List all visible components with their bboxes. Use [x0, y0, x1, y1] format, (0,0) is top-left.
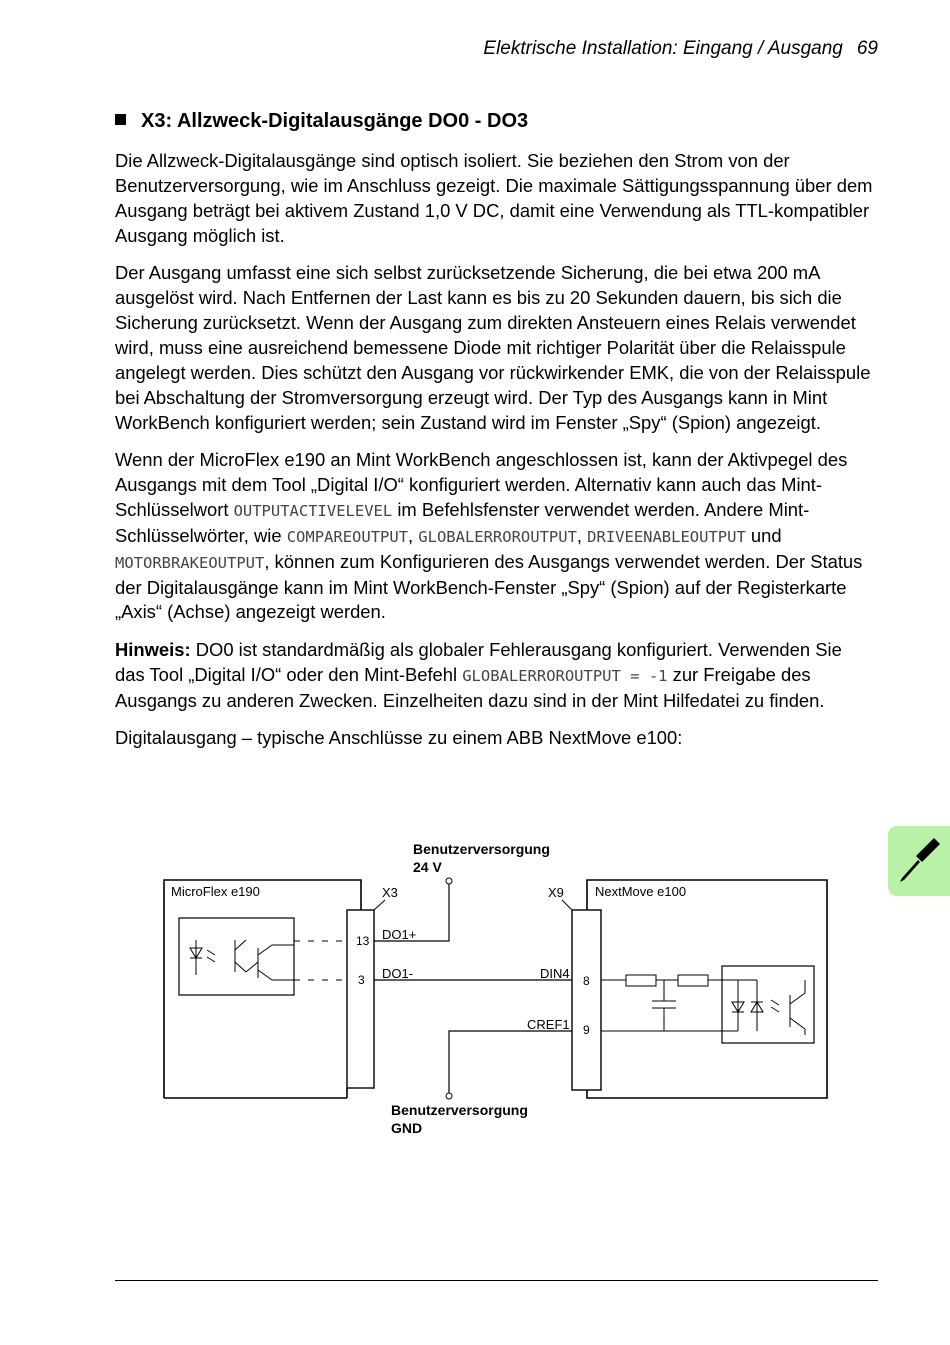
- microflex-box: [164, 880, 361, 1098]
- text-run: ,: [576, 524, 588, 546]
- nextmove-box: [587, 880, 827, 1098]
- square-bullet-icon: [115, 114, 126, 125]
- text-run: im Befehlsfenster verwendet werden. Andere Mint-Schlüsselwörter, wie: [115, 498, 810, 546]
- supply-24v-label-1: Benutzerversorgung: [413, 841, 550, 857]
- pin-9-label: 9: [583, 1023, 590, 1037]
- page-number: 69: [856, 38, 878, 59]
- x3-label: X3: [382, 885, 398, 900]
- paragraph-note: [115, 638, 875, 714]
- supply-24v-terminal: [446, 878, 452, 884]
- input-filter-circuit: [601, 975, 738, 1031]
- x9-terminal-block: [572, 910, 601, 1090]
- signal-cref1: CREF1: [527, 1017, 570, 1032]
- section-heading: [115, 110, 528, 133]
- wiring-diagram: [150, 835, 830, 1150]
- supply-gnd-label-1: Benutzerversorgung: [391, 1102, 528, 1118]
- nextmove-label: NextMove e100: [595, 884, 687, 899]
- signal-do1-minus: DO1-: [382, 966, 414, 981]
- supply-gnd-label-2: GND: [391, 1120, 423, 1136]
- keyword-globalerroroutput-command: GLOBALERROROUTPUT = -1: [462, 666, 668, 685]
- wire-cref: [449, 1031, 572, 1093]
- note-label: Hinweis:: [115, 638, 191, 660]
- signal-din4: DIN4: [540, 966, 570, 981]
- keyword-compareoutput: COMPAREOUTPUT: [286, 527, 409, 546]
- footer-rule: [115, 1280, 878, 1281]
- microflex-label: MicroFlex e190: [171, 884, 260, 899]
- text-run: zur Freigabe des Ausgangs zu anderen Zwecken. Einzelheiten dazu sind in der Mint Hilfedatei zu finden.: [115, 663, 825, 711]
- diagram-caption: Digitalausgang – typische Anschlüsse zu einem ABB NextMove e100:: [115, 727, 683, 749]
- signal-do1-plus: DO1+: [382, 927, 417, 942]
- body-text: [115, 149, 875, 763]
- paragraph-1: Die Allzweck-Digitalausgänge sind optisch isoliert. Sie beziehen den Strom von der Benutzerversorgung, wie im Anschluss gezeigt. Die maximale Sättigungsspannung über dem Ausgang beträgt bei aktivem Zustand 1,0 V DC, damit eine Verwendung als TTL-kompatibler Ausgang möglich ist.: [115, 150, 873, 246]
- pin-8-label: 8: [583, 974, 590, 988]
- supply-24v-label-2: 24 V: [413, 859, 442, 875]
- paragraph-2: Der Ausgang umfasst eine sich selbst zurücksetzende Sicherung, die bei etwa 200 mA ausgelöst wird. Nach Entfernen der Last kann es bis zu 20 Sekunden dauern, bis sich die Sicherung zurücksetzt. Wenn der Ausgang zum direkten Ansteuern eines Relais verwendet wird, muss eine ausreichend bemessene Diode mit richtiger Polarität über die Relaisspule angelegt werden. Dies schützt den Ausgang vor rückwirkender EMK, die von der Relaisspule bei Abschaltung der Stromversorgung erzeugt wird. Der Typ des Ausgangs kann in Mint WorkBench konfiguriert werden; sein Zustand wird im Fenster „Spy“ (Spion) angezeigt.: [115, 262, 871, 433]
- keyword-outputactivelevel: OUTPUTACTIVELEVEL: [233, 501, 393, 520]
- text-run: ,: [408, 524, 419, 546]
- paragraph-3: [115, 448, 875, 625]
- optocoupler-output-icon: [179, 918, 294, 995]
- screwdriver-icon: [888, 826, 950, 896]
- pin-13-label: 13: [356, 934, 370, 948]
- chapter-tab: [888, 826, 950, 896]
- section-title-text: X3: Allzweck-Digitalausgänge DO0 - DO3: [141, 110, 529, 132]
- running-title: Elektrische Installation: Eingang / Ausgang: [483, 38, 843, 59]
- x3-leader: [374, 900, 385, 910]
- x9-label: X9: [548, 885, 564, 900]
- text-run: DO0 ist standardmäßig als globaler Fehlerausgang konfiguriert. Verwenden Sie das Tool „Digital I/O“ oder den Mint-Befehl: [115, 638, 842, 685]
- text-run: Wenn der MicroFlex e190 an Mint WorkBench angeschlossen ist, kann der Aktivpegel des Ausgangs mit dem Tool „Digital I/O“ konfiguriert werden. Alternativ kann auch das Mint-Schlüsselwort: [115, 448, 848, 520]
- keyword-globalerroroutput: GLOBALERROROUTPUT: [418, 527, 577, 546]
- supply-gnd-terminal: [446, 1093, 452, 1099]
- pin-3-label: 3: [358, 973, 365, 987]
- text-run: und: [745, 524, 782, 546]
- keyword-driveenableoutput: DRIVEENABLEOUTPUT: [587, 527, 746, 546]
- text-run: , können zum Konfigurieren des Ausgangs verwendet werden. Der Status der Digitalausgänge kann im Mint WorkBench-Fenster „Spy“ (Spion) auf der Registerkarte „Axis“ (Achse) angezeigt werden.: [115, 550, 863, 623]
- page-header: [483, 38, 878, 60]
- keyword-motorbrakeoutput: MOTORBRAKEOUTPUT: [115, 553, 265, 572]
- x9-leader: [562, 900, 572, 910]
